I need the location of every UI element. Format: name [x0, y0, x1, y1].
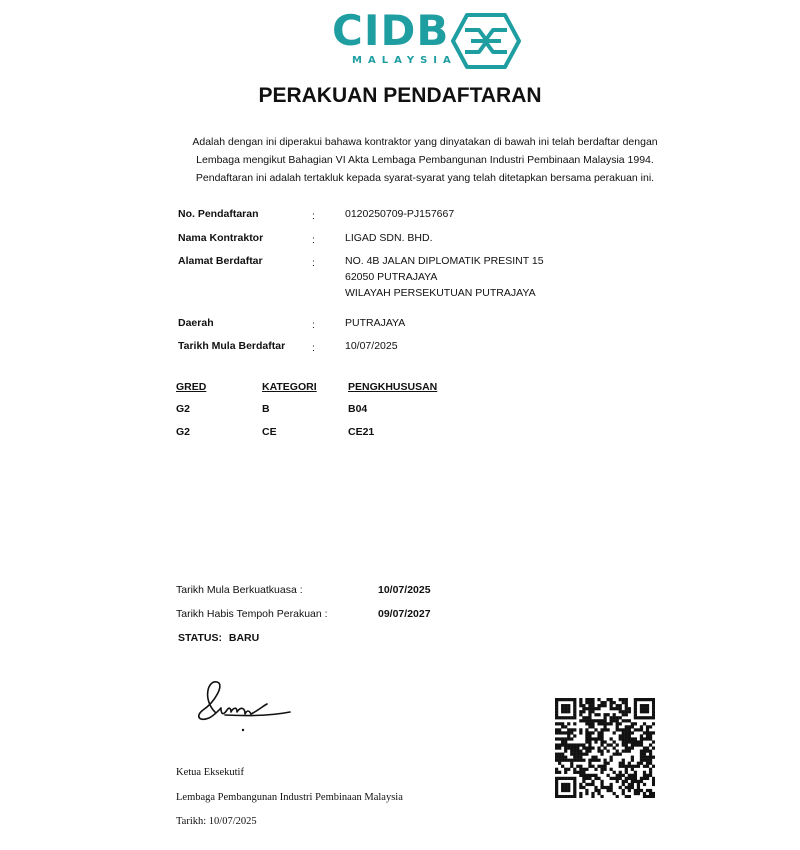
alamat-line: NO. 4B JALAN DIPLOMATIK PRESINT 15 — [345, 255, 544, 267]
header-gred: GRED — [176, 381, 207, 393]
berkuatkuasa-value: 10/07/2025 — [378, 584, 431, 596]
intro-paragraph — [150, 133, 700, 187]
intro-line: Pendaftaran ini adalah tertakluk kepada syarat-syarat yang telah ditetapkan bersama perakuan ini. — [195, 172, 655, 184]
status-label: STATUS: — [178, 632, 222, 644]
status-value: BARU — [228, 632, 260, 644]
alamat-line: 62050 PUTRAJAYA — [345, 271, 438, 283]
table-cell: CE21 — [348, 426, 375, 438]
nama-kontraktor-value: LIGAD SDN. BHD. — [345, 232, 433, 244]
no-pendaftaran-value: 0120250709-PJ157667 — [345, 208, 455, 220]
no-pendaftaran-label: No. Pendaftaran — [178, 208, 259, 220]
tarikh-mula-label: Tarikh Mula Berdaftar — [178, 340, 286, 352]
intro-line: Adalah dengan ini diperakui bahawa kontraktor yang dinyatakan di bawah ini telah berdaftar dengan — [192, 136, 658, 148]
logo-wordmark: CIDB — [332, 6, 450, 55]
daerah-value: PUTRAJAYA — [345, 317, 406, 329]
intro-line: Lembaga mengikut Bahagian VI Akta Lembaga Pembangunan Industri Pembinaan Malaysia 1994. — [196, 154, 654, 166]
berkuatkuasa-label: Tarikh Mula Berkuatkuasa : — [176, 584, 303, 596]
daerah-label: Daerah — [178, 317, 214, 329]
cidb-hexagon-logo-icon — [449, 12, 523, 70]
colon: : — [312, 234, 315, 246]
alamat-value — [345, 253, 544, 301]
table-cell: B04 — [348, 403, 368, 415]
status-line — [178, 632, 263, 644]
table-cell: G2 — [176, 426, 191, 438]
colon: : — [312, 342, 315, 354]
logo-subtitle: MALAYSIA — [352, 55, 457, 66]
certificate-title: PERAKUAN PENDAFTARAN — [258, 84, 542, 107]
signatory-title: Ketua Eksekutif — [176, 767, 244, 778]
signature-icon — [185, 672, 305, 742]
table-cell: CE — [262, 426, 277, 438]
nama-kontraktor-label: Nama Kontraktor — [178, 232, 264, 244]
habis-tempoh-value: 09/07/2027 — [378, 608, 431, 620]
header-pengkhususan: PENGKHUSUSAN — [348, 381, 438, 393]
table-cell: B — [262, 403, 270, 415]
tarikh-mula-value: 10/07/2025 — [345, 340, 398, 352]
colon: : — [312, 210, 315, 222]
alamat-line: WILAYAH PERSEKUTUAN PUTRAJAYA — [345, 287, 536, 299]
alamat-label: Alamat Berdaftar — [178, 255, 263, 267]
qr-code-icon — [555, 698, 655, 798]
header-kategori: KATEGORI — [262, 381, 317, 393]
cidb-logo — [332, 8, 532, 68]
signature-date: Tarikh: 10/07/2025 — [176, 816, 257, 827]
signatory-organization: Lembaga Pembangunan Industri Pembinaan Malaysia — [176, 792, 403, 803]
colon: : — [312, 257, 315, 269]
habis-tempoh-label: Tarikh Habis Tempoh Perakuan : — [176, 608, 328, 620]
table-cell: G2 — [176, 403, 191, 415]
colon: : — [312, 319, 315, 331]
